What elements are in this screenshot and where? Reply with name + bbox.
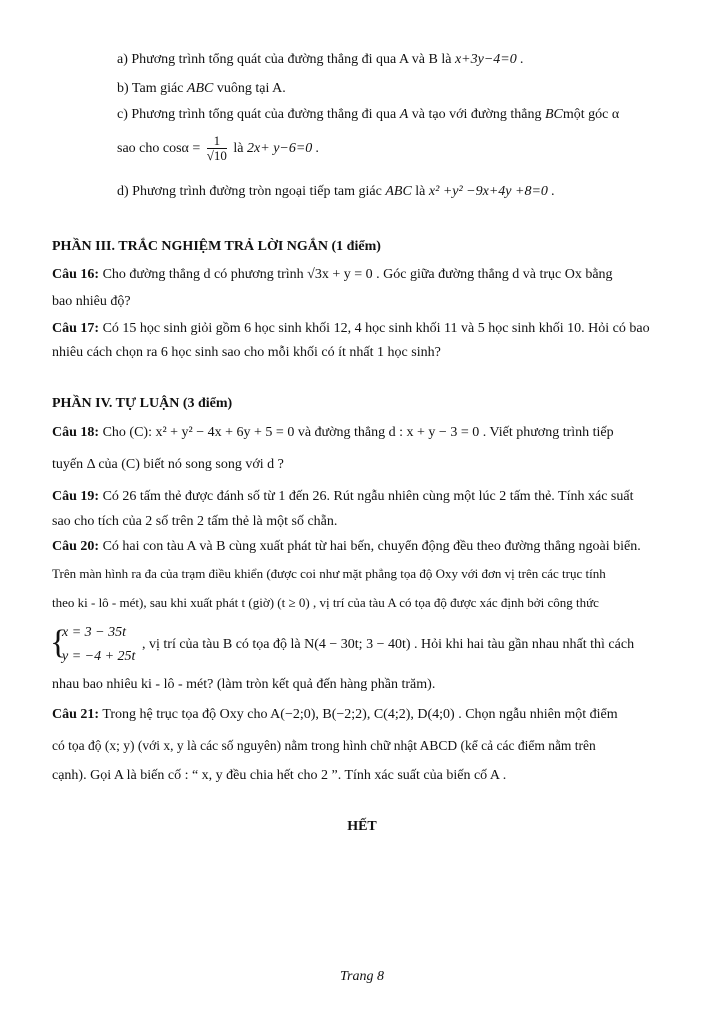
item-d-abc: ABC bbox=[385, 184, 412, 199]
q20-text3: theo ki - lô - mét), sau khi xuất phát t (giờ) (t ≥ 0) , vị trí của tàu A có tọa độ được xác định bởi công thức bbox=[52, 595, 599, 610]
item-d-text: d) Phương trình đường tròn ngoại tiếp tam giác bbox=[117, 184, 382, 199]
q20-system-eq2: y = −4 + 25t bbox=[62, 649, 136, 664]
q20-system-eq1: x = 3 − 35t bbox=[62, 625, 126, 640]
part3-heading-text: PHẦN III. TRẮC NGHIỆM TRẢ LỜI NGẮN (1 điểm) bbox=[52, 239, 381, 254]
item-b-math: ABC bbox=[186, 81, 214, 96]
item-b bbox=[117, 80, 286, 98]
q16-label: Câu 16: bbox=[52, 267, 100, 282]
item-b-tail: vuông tại A. bbox=[216, 81, 286, 96]
item-c-la: là bbox=[233, 141, 244, 156]
q20-text4: , vị trí của tàu B có tọa độ là N(4 − 30t; 3 − 40t) . Hỏi khi hai tàu gần nhau nhất thì cách bbox=[142, 637, 635, 652]
q20-text5: nhau bao nhiêu ki - lô - mét? (làm tròn kết quả đến hàng phần trăm). bbox=[52, 677, 436, 692]
item-a bbox=[117, 51, 524, 69]
q20-line3 bbox=[52, 594, 599, 612]
q18-line1 bbox=[52, 424, 614, 442]
q16-line2 bbox=[52, 293, 131, 311]
q21-text1: Trong hệ trục tọa độ Oxy cho A(−2;0), B(−2;2), C(4;2), D(4;0) . Chọn ngẫu nhiên một điểm bbox=[102, 707, 618, 722]
item-b-text: b) Tam giác bbox=[117, 81, 184, 96]
q19-label: Câu 19: bbox=[52, 489, 100, 504]
q17-text2: nhiêu cách chọn ra 6 học sinh sao cho mỗi khối có ít nhất 1 học sinh? bbox=[52, 345, 441, 360]
q20-text2: Trên màn hình ra đa của trạm điều khiển (được coi như mặt phẳng tọa độ Oxy với đơn vị trên các trục tính bbox=[52, 566, 606, 581]
q20-line5 bbox=[52, 676, 435, 694]
q18-text2: tuyến Δ của (C) biết nó song song với d ? bbox=[52, 457, 284, 472]
q21-line1 bbox=[52, 706, 618, 724]
item-d bbox=[117, 183, 555, 201]
item-c-cos: sao cho cosα = bbox=[117, 141, 201, 156]
q21-line3 bbox=[52, 767, 506, 785]
q20-line4 bbox=[142, 636, 634, 654]
item-c-cont bbox=[117, 133, 319, 165]
item-c-point: A bbox=[399, 107, 409, 122]
q21-text3: cạnh). Gọi A là biến cố : “ x, y đều chia hết cho 2 ”. Tính xác suất của biến cố A . bbox=[52, 768, 507, 783]
q20-label: Câu 20: bbox=[52, 539, 100, 554]
q17-line2 bbox=[52, 344, 441, 362]
end-marker bbox=[0, 818, 724, 836]
item-c-text3: một góc α bbox=[562, 107, 620, 122]
item-a-math: x+3y−4=0 . bbox=[454, 52, 524, 67]
part4-heading bbox=[52, 395, 232, 413]
q19-line2 bbox=[52, 513, 337, 531]
q20-line1 bbox=[52, 538, 641, 556]
q17-text1: Có 15 học sinh giỏi gồm 6 học sinh khối 12, 4 học sinh khối 11 và 5 học sinh khối 10. Hỏi có bao bbox=[102, 321, 650, 336]
q18-label: Câu 18: bbox=[52, 425, 100, 440]
item-c-fraction bbox=[207, 134, 227, 163]
part4-heading-text: PHẦN IV. TỰ LUẬN (3 điểm) bbox=[52, 396, 233, 411]
item-a-text: a) Phương trình tổng quát của đường thẳng đi qua A và B là bbox=[117, 52, 452, 67]
q18-text1: Cho (C): x² + y² − 4x + 6y + 5 = 0 và đường thẳng d : x + y − 3 = 0 . Viết phương trình tiếp bbox=[102, 425, 614, 440]
q19-text1: Có 26 tấm thẻ được đánh số từ 1 đến 26. Rút ngẫu nhiên cùng một lúc 2 tấm thẻ. Tính xác suất bbox=[102, 489, 634, 504]
page-footer bbox=[0, 968, 724, 986]
q21-label: Câu 21: bbox=[52, 707, 100, 722]
item-c-text2: và tạo với đường thẳng bbox=[411, 107, 542, 122]
part3-heading bbox=[52, 238, 381, 256]
q19-text2: sao cho tích của 2 số trên 2 tấm thẻ là một số chẵn. bbox=[52, 514, 338, 529]
q17-label: Câu 17: bbox=[52, 321, 100, 336]
item-d-la: là bbox=[415, 184, 426, 199]
q16-line1 bbox=[52, 266, 613, 284]
q19-line1 bbox=[52, 488, 633, 506]
q21-line2 bbox=[52, 737, 596, 755]
page-number: Trang 8 bbox=[340, 969, 384, 984]
item-c-text1: c) Phương trình tổng quát của đường thẳng đi qua bbox=[117, 107, 397, 122]
item-c-math: 2x+ y−6=0 . bbox=[247, 141, 320, 156]
item-c bbox=[117, 106, 619, 124]
fraction-denominator: √10 bbox=[206, 148, 227, 164]
q18-line2 bbox=[52, 456, 284, 474]
item-c-line: BC bbox=[545, 107, 563, 122]
item-d-math: x² +y² −9x+4y +8=0 . bbox=[428, 184, 555, 199]
fraction-numerator: 1 bbox=[207, 134, 227, 149]
q21-text2: có tọa độ (x; y) (với x, y là các số nguyên) nằm trong hình chữ nhật ABCD (kể cả các điểm nằm trên bbox=[52, 738, 596, 753]
q20-line2 bbox=[52, 565, 606, 583]
q17-line1 bbox=[52, 320, 650, 338]
q16-text2: bao nhiêu độ? bbox=[52, 294, 131, 309]
q20-text1: Có hai con tàu A và B cùng xuất phát từ hai bến, chuyển động đều theo đường thẳng ngoài biển. bbox=[102, 539, 641, 554]
system-brace-icon: { bbox=[50, 624, 67, 661]
q16-text1: Cho đường thẳng d có phương trình √3x + y = 0 . Góc giữa đường thẳng d và trục Ox bằng bbox=[102, 267, 613, 282]
end-text: HẾT bbox=[347, 819, 377, 834]
